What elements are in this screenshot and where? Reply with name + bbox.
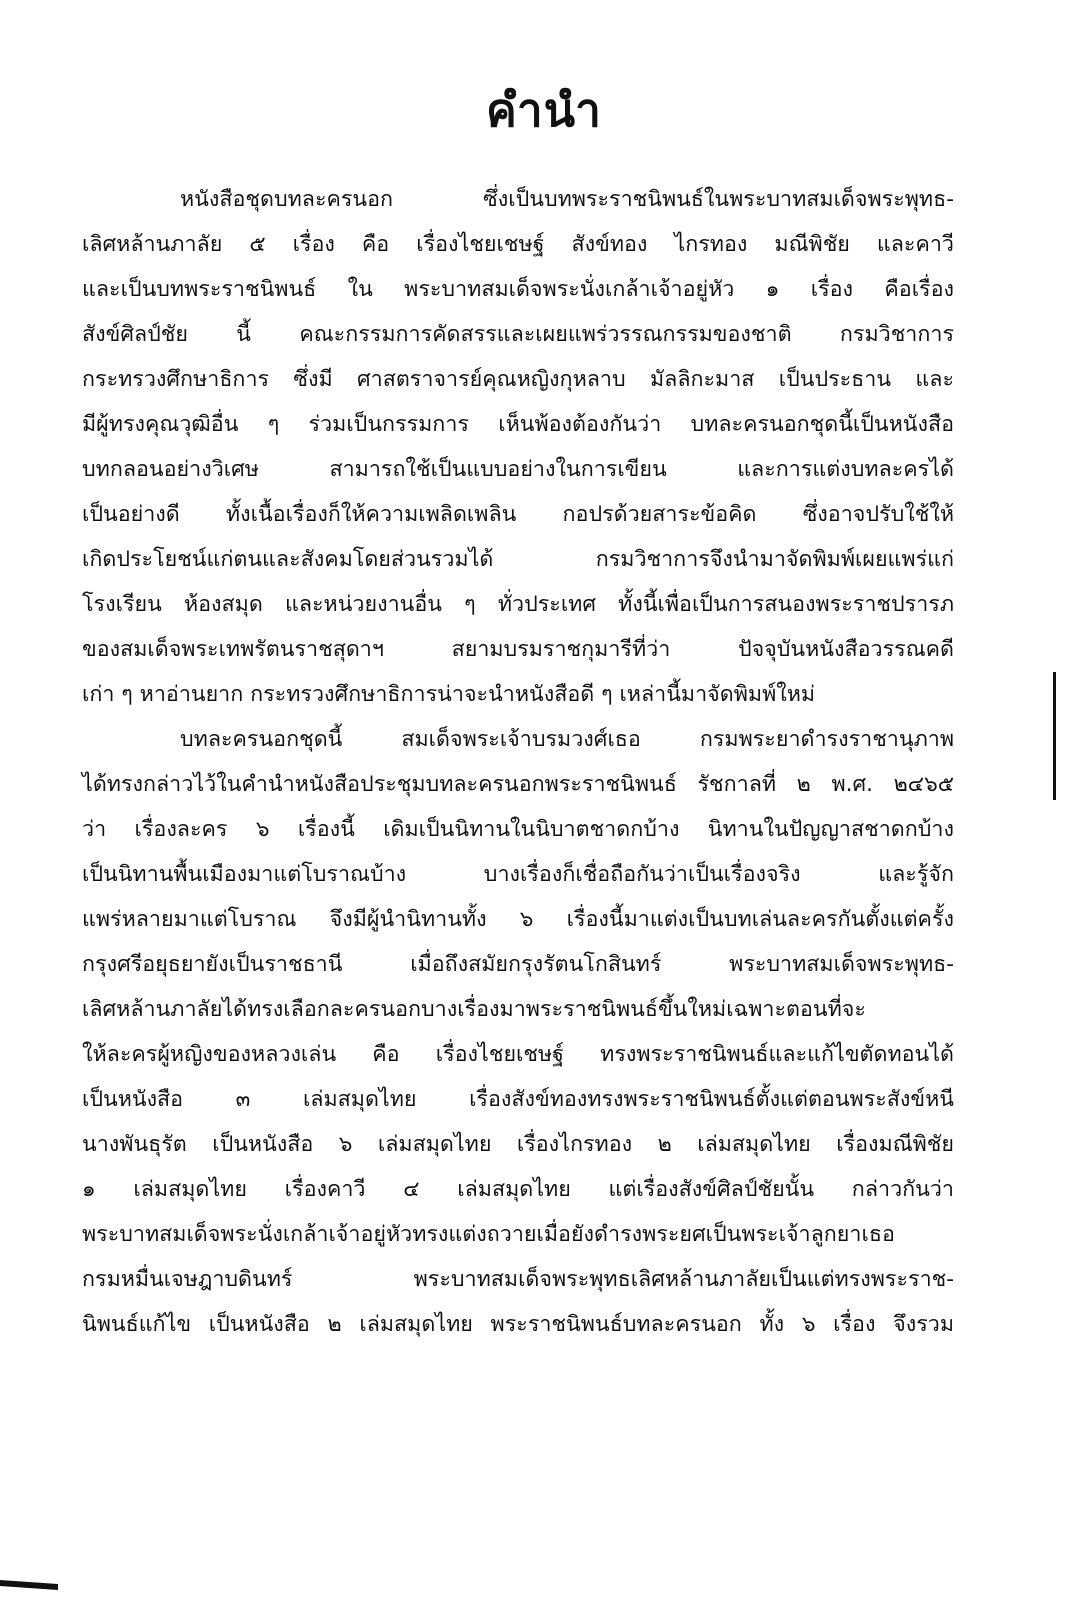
paragraph-line: พระบาทสมเด็จพระนั่งเกล้าเจ้าอยู่หัวทรงแต่งถวายเมื่อยังดำรงพระยศเป็นพระเจ้าลูกยาเธอ	[82, 1222, 895, 1247]
paragraph-line: แพร่หลายมาแต่โบราณ จึงมีผู้นำนิทานทั้ง ๖ เรื่องนี้มาแต่งเป็นบทเล่นละครกันตั้งแต่ครั้ง	[82, 907, 954, 932]
paragraph-line: หนังสือชุดบทละครนอก ซึ่งเป็นบทพระราชนิพนธ์ในพระบาทสมเด็จพระพุทธ-	[180, 187, 954, 212]
scan-corner-mark	[0, 1580, 58, 1590]
paragraph-line: สังข์ศิลป์ชัย นี้ คณะกรรมการคัดสรรและเผยแพร่วรรณกรรมของชาติ กรมวิชาการ	[82, 322, 954, 347]
paragraph-line: ของสมเด็จพระเทพรัตนราชสุดาฯ สยามบรมราชกุมารีที่ว่า ปัจจุบันหนังสือวรรณคดี	[82, 637, 954, 662]
page-title: คำนำ	[486, 83, 602, 137]
paragraph-line: และเป็นบทพระราชนิพนธ์ ใน พระบาทสมเด็จพระนั่งเกล้าเจ้าอยู่หัว ๑ เรื่อง คือเรื่อง	[82, 277, 954, 302]
paragraph-line: นางพันธุรัต เป็นหนังสือ ๖ เล่มสมุดไทย เรื่องไกรทอง ๒ เล่มสมุดไทย เรื่องมณีพิชัย	[82, 1132, 954, 1157]
paragraph-line: มีผู้ทรงคุณวุฒิอื่น ๆ ร่วมเป็นกรรมการ เห็นพ้องต้องกันว่า บทละครนอกชุดนี้เป็นหนังสือ	[82, 412, 954, 437]
paragraph-line: กระทรวงศึกษาธิการ ซึ่งมี ศาสตราจารย์คุณหญิงกุหลาบ มัลลิกะมาส เป็นประธาน และ	[82, 367, 954, 392]
paragraph-line: เกิดประโยชน์แก่ตนและสังคมโดยส่วนรวมได้ กรมวิชาการจึงนำมาจัดพิมพ์เผยแพร่แก่	[82, 547, 954, 572]
paragraph-line: เป็นนิทานพื้นเมืองมาแต่โบราณบ้าง บางเรื่องก็เชื่อถือกันว่าเป็นเรื่องจริง และรู้จัก	[82, 862, 954, 887]
paragraph-line: กรมหมื่นเจษฎาบดินทร์ พระบาทสมเด็จพระพุทธเลิศหล้านภาลัยเป็นแต่ทรงพระราช-	[82, 1267, 954, 1292]
paragraph-line: กรุงศรีอยุธยายังเป็นราชธานี เมื่อถึงสมัยกรุงรัตนโกสินทร์ พระบาทสมเด็จพระพุทธ-	[82, 952, 954, 977]
paragraph-line: เป็นอย่างดี ทั้งเนื้อเรื่องก็ให้ความเพลิดเพลิน กอปรด้วยสาระข้อคิด ซึ่งอาจปรับใช้ให้	[82, 502, 954, 527]
paragraph-line: โรงเรียน ห้องสมุด และหน่วยงานอื่น ๆ ทั่วประเทศ ทั้งนี้เพื่อเป็นการสนองพระราชปรารภ	[82, 592, 954, 617]
paragraph-line: นิพนธ์แก้ไข เป็นหนังสือ ๒ เล่มสมุดไทย พระราชนิพนธ์บทละครนอก ทั้ง ๖ เรื่อง จึงรวม	[82, 1312, 954, 1337]
paragraph-line: ได้ทรงกล่าวไว้ในคำนำหนังสือประชุมบทละครนอกพระราชนิพนธ์ รัชกาลที่ ๒ พ.ศ. ๒๔๖๕	[82, 772, 954, 797]
paragraph-line: เป็นหนังสือ ๓ เล่มสมุดไทย เรื่องสังข์ทองทรงพระราชนิพนธ์ตั้งแต่ตอนพระสังข์หนี	[82, 1087, 954, 1112]
paragraph-line: เลิศหล้านภาลัยได้ทรงเลือกละครนอกบางเรื่องมาพระราชนิพนธ์ขึ้นใหม่เฉพาะตอนที่จะ	[82, 997, 866, 1022]
paragraph-line: บทกลอนอย่างวิเศษ สามารถใช้เป็นแบบอย่างในการเขียน และการแต่งบทละครได้	[82, 457, 954, 482]
paragraph-line: ๑ เล่มสมุดไทย เรื่องคาวี ๔ เล่มสมุดไทย แต่เรื่องสังข์ศิลป์ชัยนั้น กล่าวกันว่า	[82, 1177, 954, 1202]
paragraph-line: เลิศหล้านภาลัย ๕ เรื่อง คือ เรื่องไชยเชษฐ์ สังข์ทอง ไกรทอง มณีพิชัย และคาวี	[82, 232, 954, 257]
scan-edge-mark	[1053, 672, 1056, 800]
paragraph-line: เก่า ๆ หาอ่านยาก กระทรวงศึกษาธิการน่าจะนำหนังสือดี ๆ เหล่านี้มาจัดพิมพ์ใหม่	[82, 682, 816, 707]
paragraph-line: ให้ละครผู้หญิงของหลวงเล่น คือ เรื่องไชยเชษฐ์ ทรงพระราชนิพนธ์และแก้ไขตัดทอนได้	[82, 1042, 954, 1067]
paragraph-line: บทละครนอกชุดนี้ สมเด็จพระเจ้าบรมวงศ์เธอ กรมพระยาดำรงราชานุภาพ	[180, 727, 954, 752]
paragraph-line: ว่า เรื่องละคร ๖ เรื่องนี้ เดิมเป็นนิทานในนิบาตชาดกบ้าง นิทานในปัญญาสชาดกบ้าง	[82, 817, 954, 842]
